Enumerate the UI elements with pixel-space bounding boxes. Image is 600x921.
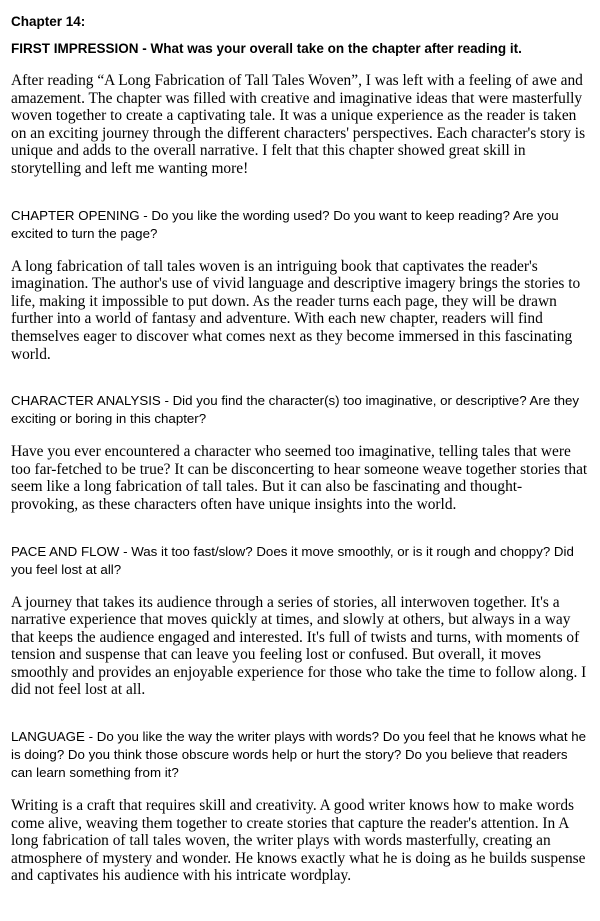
language-label: LANGUAGE xyxy=(11,729,85,745)
pace-and-flow-answer: A journey that takes its audience through a series of stories, all interwoven together. It's a narrative experience that moves quickly at times, and slowly at others, but always in a way that keeps the audience engaged and interested. It's full of twists and turns, with moments of tension and suspense that can leave you feeling lost or confused. But overall, it moves smoothly and provides an enjoyable experience for those who take the time to follow along. I did not feel lost at all. xyxy=(11,593,587,699)
pace-and-flow-prompt: - Was it too fast/slow? Does it move smoothly, or is it rough and choppy? Did you feel lost at all? xyxy=(11,543,574,577)
chapter-opening-prompt: - Do you like the wording used? Do you want to keep reading? Are you excited to turn the page? xyxy=(11,207,559,241)
language-prompt: - Do you like the way the writer plays with words? Do you feel that he knows what he is doing? Do you think those obscure words help or hurt the story? Do you believe that readers can learn something from it? xyxy=(11,729,586,781)
chapter-opening-question xyxy=(11,207,588,243)
first-impression-question xyxy=(11,41,588,57)
pace-and-flow-question xyxy=(11,543,588,579)
first-impression-prompt: - What was your overall take on the chapter after reading it. xyxy=(138,41,522,56)
chapter-opening-label: CHAPTER OPENING xyxy=(11,207,140,223)
pace-and-flow-label: PACE AND FLOW xyxy=(11,543,120,559)
chapter-opening-answer: A long fabrication of tall tales woven is an intriguing book that captivates the reader's imagination. The author's use of vivid language and descriptive imagery brings the stories to life, making it impossible to put down. As the reader turns each page, they will be drawn further into a world of fantasy and adventure. With each new chapter, readers will find themselves eager to discover what comes next as they become immersed in this fascinating world. xyxy=(11,257,581,363)
language-answer: Writing is a craft that requires skill and creativity. A good writer knows how to make words come alive, weaving them together to create stories that capture the reader's attention. In A long fabrication of tall tales woven, the writer plays with words masterfully, creating an atmosphere of mystery and wonder. He knows exactly what he is doing as he builds suspense and captivates his audience with his intricate wordplay. xyxy=(11,797,586,885)
character-analysis-answer: Have you ever encountered a character who seemed too imaginative, telling tales that were too far-fetched to be true? It can be disconcerting to hear someone weave together stories that seem like a long fabrication of tall tales. But it can also be fascinating and thought-provoking, as these characters often have unique insights into the world. xyxy=(11,443,588,513)
character-analysis-question xyxy=(11,392,588,428)
character-analysis-label: CHARACTER ANALYSIS xyxy=(11,393,161,409)
first-impression-label: FIRST IMPRESSION xyxy=(11,41,139,56)
character-analysis-prompt: - Did you find the character(s) too imaginative, or descriptive? Are they exciting or boring in this chapter? xyxy=(11,393,580,427)
first-impression-answer: After reading “A Long Fabrication of Tall Tales Woven”, I was left with a feeling of awe and amazement. The chapter was filled with creative and imaginative ideas that were masterfully woven together to create a captivating tale. It was a unique experience as the reader is taken on an exciting journey through the different characters' perspectives. Each character's story is unique and adds to the overall narrative. I felt that this chapter showed great skill in storytelling and left me wanting more! xyxy=(11,72,586,177)
language-question xyxy=(11,728,588,782)
chapter-title: Chapter 14: xyxy=(11,14,86,29)
